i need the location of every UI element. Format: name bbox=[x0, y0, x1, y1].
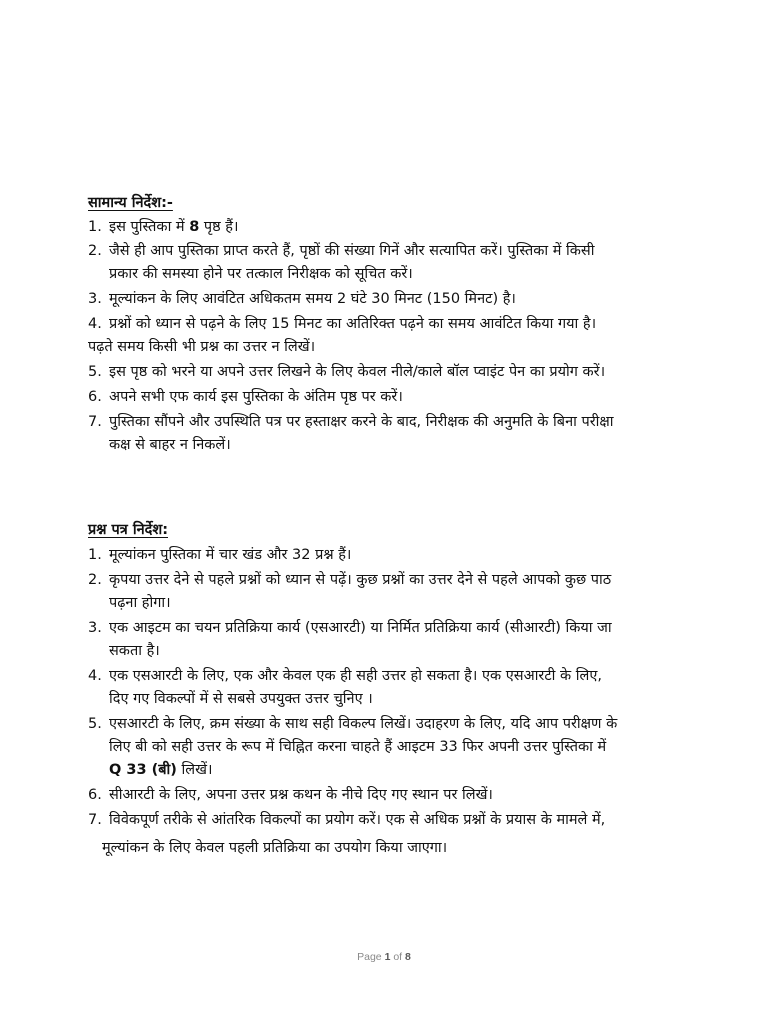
general-instructions bbox=[88, 193, 688, 457]
qp-item-5: 5. एसआरटी के लिए, क्रम संख्या के साथ सही विकल्प लिखें। उदाहरण के लिए, यदि आप परीक्षण के लिए बी को सही उत्तर के रूप में चिह्नित करना चाहते हैं आइटम 33 फिर अपनी उत्तर पुस्तिका में Q 33 (बी) लिखें। bbox=[88, 716, 618, 778]
qp-item-7-continuation: मूल्यांकन के लिए केवल पहली प्रतिक्रिया का उपयोग किया जाएगा। bbox=[102, 840, 448, 856]
general-instructions-heading: सामान्य निर्देश:- bbox=[88, 195, 173, 211]
example-answer: Q 33 (बी) bbox=[109, 762, 177, 778]
total-pages: 8 bbox=[405, 951, 411, 963]
qp-item-1: 1. मूल्यांकन पुस्तिका में चार खंड और 32 प्रश्न हैं। bbox=[88, 547, 352, 563]
general-item-3: 3. मूल्यांकन के लिए आवंटित अधिकतम समय 2 घंटे 30 मिनट (150 मिनट) है। bbox=[88, 291, 516, 307]
general-item-5: 5. इस पृष्ठ को भरने या अपने उत्तर लिखने के लिए केवल नीले/काले बॉल प्वाइंट पेन का प्रयोग करें। bbox=[88, 364, 606, 380]
page-number-footer: Page 1 of 8 bbox=[357, 951, 411, 963]
current-page: 1 bbox=[384, 951, 391, 963]
general-item-4-continuation: पढ़ते समय किसी भी प्रश्न का उत्तर न लिखें। bbox=[88, 339, 316, 355]
qp-item-4: 4. एक एसआरटी के लिए, एक और केवल एक ही सही उत्तर हो सकता है। एक एसआरटी के लिए, दिए गए विकल्पों में से सबसे उपयुक्त उत्तर चुनिए । bbox=[88, 668, 602, 707]
page-count: 8 bbox=[189, 219, 200, 235]
general-item-2: 2. जैसे ही आप पुस्तिका प्राप्त करते हैं, पृष्ठों की संख्या गिनें और सत्यापित करें। पुस्तिका में किसी प्रकार की समस्या होने पर तत्काल निरीक्षक को सूचित करें। bbox=[88, 243, 595, 282]
general-item-6: 6. अपने सभी एफ कार्य इस पुस्तिका के अंतिम पृष्ठ पर करें। bbox=[88, 389, 403, 405]
qp-item-7: 7. विवेकपूर्ण तरीके से आंतरिक विकल्पों का प्रयोग करें। एक से अधिक प्रश्नों के प्रयास के मामले में, bbox=[88, 812, 606, 828]
general-item-4: 4. प्रश्नों को ध्यान से पढ़ने के लिए 15 मिनट का अतिरिक्त पढ़ने का समय आवंटित किया गया है। bbox=[88, 316, 597, 332]
question-paper-heading: प्रश्न पत्र निर्देश: bbox=[88, 522, 168, 538]
qp-item-2: 2. कृपया उत्तर देने से पहले प्रश्नों को ध्यान से पढ़ें। कुछ प्रश्नों का उत्तर देने से पहले आपको कुछ पाठ पढ़ना होगा। bbox=[88, 572, 612, 611]
question-paper-instructions bbox=[88, 520, 688, 860]
general-item-7: 7. पुस्तिका सौंपने और उपस्थिति पत्र पर हस्ताक्षर करने के बाद, निरीक्षक की अनुमति के बिना परीक्षा कक्ष से बाहर न निकलें। bbox=[88, 414, 614, 453]
item-number: 1. bbox=[88, 219, 102, 235]
general-item-1: 1. इस पुस्तिका में 8 पृष्ठ हैं। bbox=[88, 216, 688, 239]
qp-item-6: 6. सीआरटी के लिए, अपना उत्तर प्रश्न कथन के नीचे दिए गए स्थान पर लिखें। bbox=[88, 787, 493, 803]
qp-item-3: 3. एक आइटम का चयन प्रतिक्रिया कार्य (एसआरटी) या निर्मित प्रतिक्रिया कार्य (सीआरटी) किया जा सकता है। bbox=[88, 620, 612, 659]
